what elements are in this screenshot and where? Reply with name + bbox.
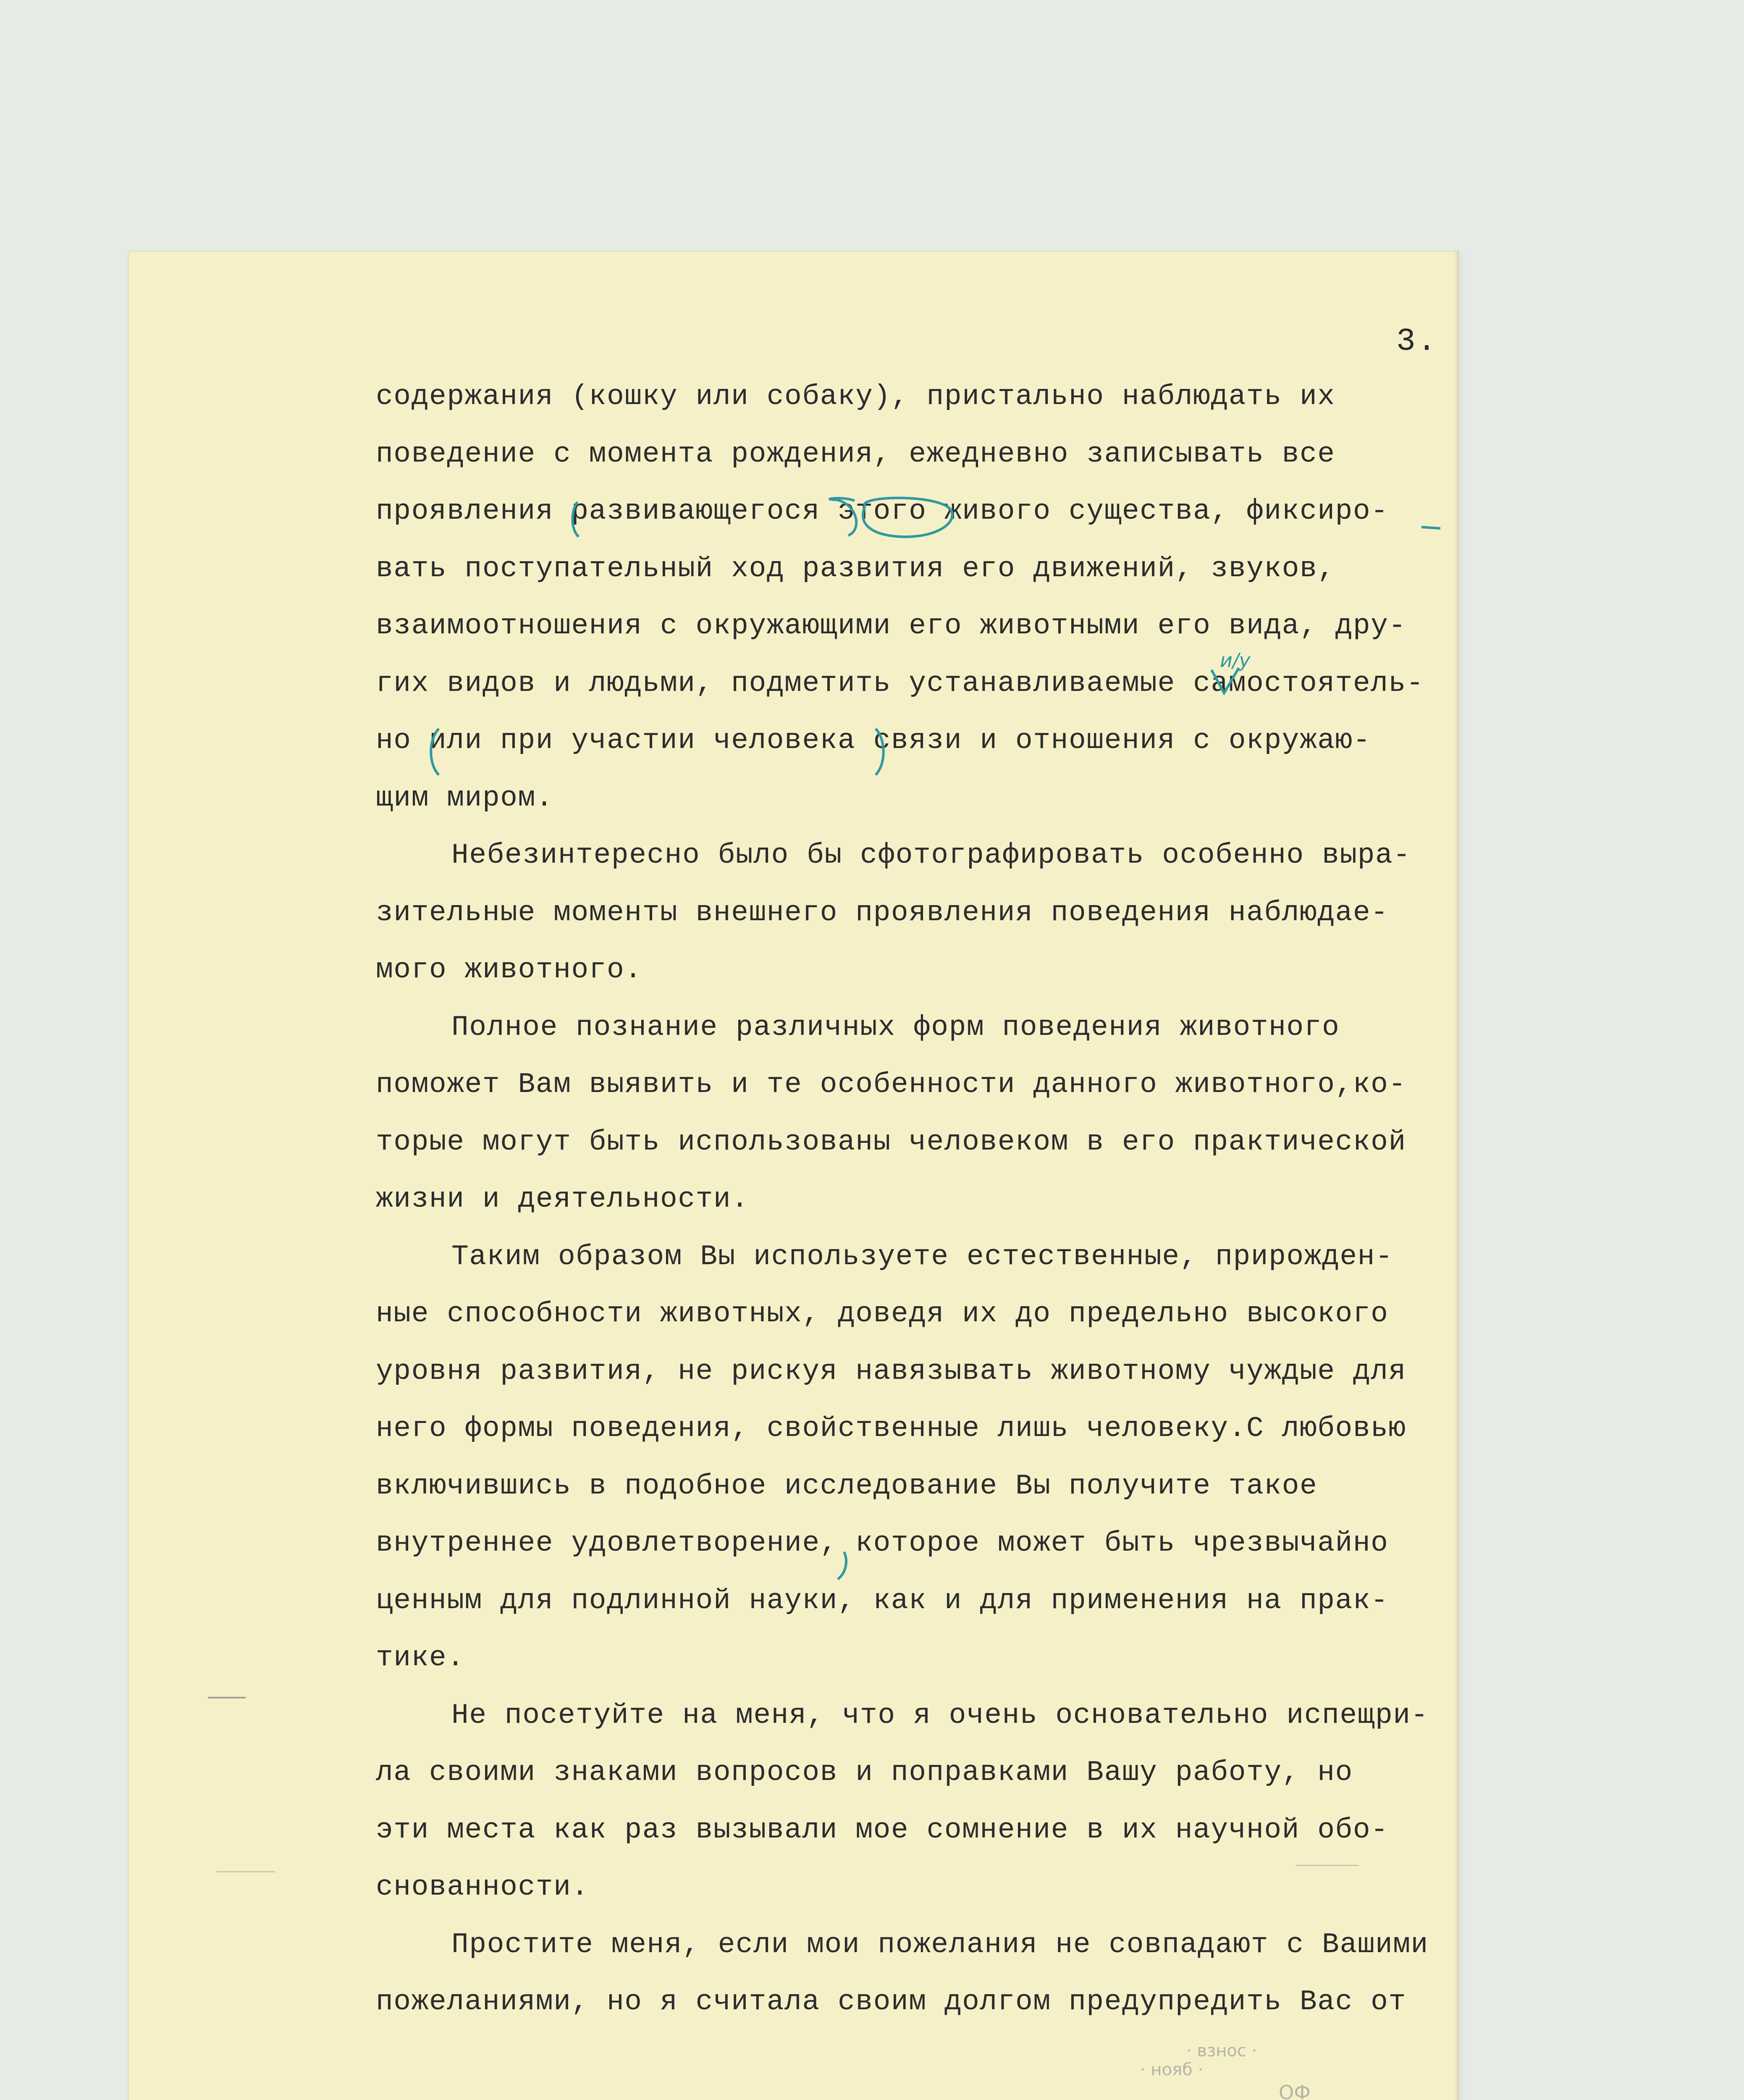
text-line: но или при участии человека связи и отношения с окружаю- (376, 724, 1371, 757)
text-line: ла своими знаками вопросов и поправками Вашу работу, но (376, 1756, 1353, 1789)
text-line: Простите меня, если мои пожелания не совпадают с Вашими (451, 1929, 1429, 1961)
text-line: Небезинтересно было бы сфотографировать особенно выра- (451, 839, 1411, 872)
text-line: зительные моменты внешнего проявления поведения наблюдае- (376, 897, 1389, 929)
comma-annotation (838, 1552, 846, 1579)
text-line: поведение с момента рождения, ежедневно записывать все (376, 438, 1335, 470)
text-line: содержания (кошку или собаку), пристально наблюдать их (376, 381, 1335, 413)
circle-annotation (830, 498, 856, 536)
text-line: включившись в подобное исследование Вы получите такое (376, 1470, 1318, 1502)
text-line: мого животного. (376, 954, 643, 986)
dash-annotation (1421, 527, 1440, 528)
stamp-line: · нояб · (1140, 2060, 1204, 2079)
caret-annotation (1212, 668, 1239, 693)
text-line: проявления развивающегося этого живого существа, фиксиро- (376, 495, 1389, 528)
faint-mark (216, 1871, 275, 1872)
text-line: него формы поведения, свойственные лишь человеку.С любовью (376, 1412, 1406, 1445)
circle-annotation (863, 498, 952, 537)
text-line: гих видов и людьми, подметить устанавливаемые самостоятель- (376, 667, 1424, 700)
text-line: жизни и деятельности. (376, 1183, 749, 1215)
text-line: торые могут быть использованы человеком в его практической (376, 1126, 1406, 1158)
text-line: снованности. (376, 1871, 589, 1903)
circle-annotation (572, 502, 579, 537)
stamp-line: ОФ (1279, 2081, 1311, 2100)
text-line: внутреннее удовлетворение, которое может быть чрезвычайно (376, 1527, 1389, 1559)
bracket-annotation (431, 729, 439, 775)
text-line: уровня развития, не рискуя навязывать животному чуждые для (376, 1355, 1406, 1388)
faint-mark (1296, 1865, 1358, 1866)
text-line: пожеланиями, но я считала своим долгом предупредить Вас от (376, 1986, 1406, 2018)
stamp-line: · взнос · (1186, 2041, 1257, 2061)
text-line: Не посетуйте на меня, что я очень основательно испещри- (451, 1699, 1429, 1732)
text-line: ные способности животных, доведя их до предельно высокого (376, 1298, 1389, 1330)
text-line: Полное познание различных форм поведения животного (451, 1011, 1340, 1044)
text-line: Таким образом Вы используете естественные, прирожден- (451, 1241, 1393, 1273)
margin-mark (208, 1697, 246, 1698)
page-number: 3. (1396, 323, 1438, 360)
text-line: щим миром. (376, 782, 554, 814)
text-line: ценным для подлинной науки, как и для применения на прак- (376, 1585, 1389, 1617)
insert-annotation: и/у (1220, 649, 1251, 672)
bracket-annotation (876, 729, 884, 775)
text-line: взаимоотношения с окружающими его животными его вида, дру- (376, 610, 1406, 642)
text-line: поможет Вам выявить и те особенности данного животного,ко- (376, 1068, 1406, 1101)
text-line: эти места как раз вызывали мое сомнение в их научной обо- (376, 1814, 1389, 1846)
text-line: тике. (376, 1642, 465, 1674)
archive-stamp (1132, 2041, 1367, 2100)
text-line: вать поступательный ход развития его движений, звуков, (376, 553, 1335, 585)
